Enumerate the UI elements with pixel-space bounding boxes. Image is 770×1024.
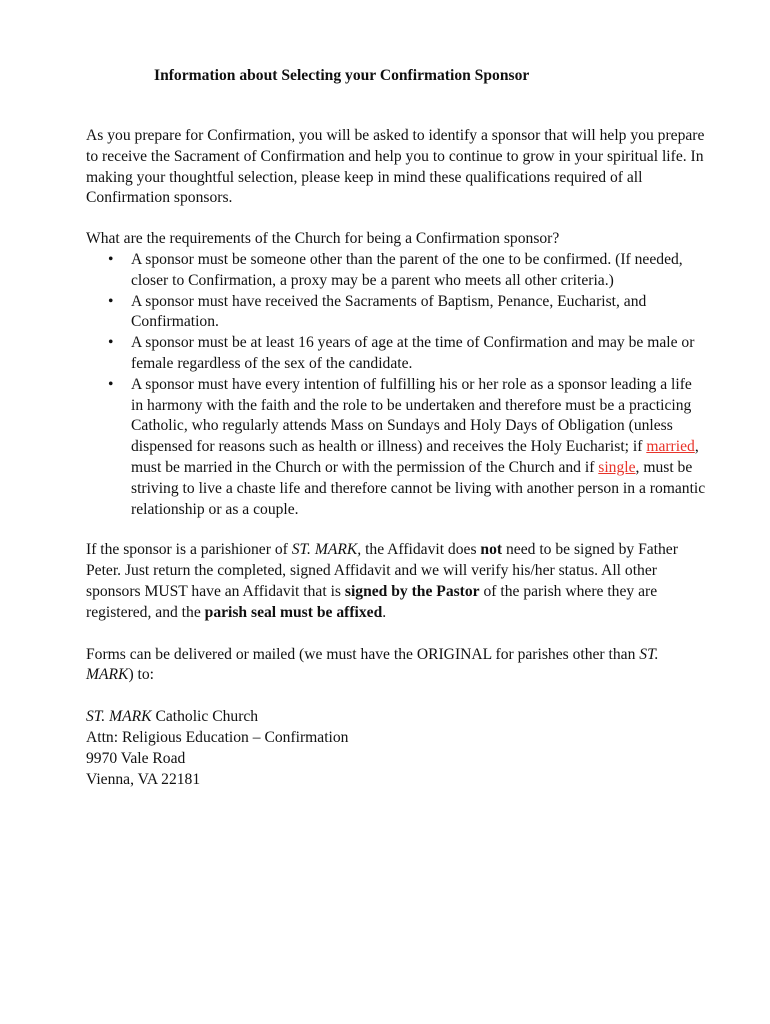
address-church-line — [86, 707, 706, 728]
list-item — [86, 250, 706, 292]
bullet-icon: • — [108, 375, 114, 393]
address-attn-line: Attn: Religious Education – Confirmation — [86, 728, 349, 746]
requirements-list — [86, 250, 706, 520]
parish-seal-emphasis: parish seal must be affixed — [204, 603, 383, 621]
text-run: Catholic Church — [151, 708, 259, 726]
single-highlight: single — [598, 458, 636, 476]
text-run: need to be signed by Father Peter. Just return the completed, signed Affidavit and we will verify his/her status. All other sponsors MUST have an Affidavit that is — [86, 541, 678, 600]
signed-by-pastor-emphasis: signed by the Pastor — [344, 582, 480, 600]
parish-name: ST. MARK — [86, 645, 659, 684]
requirements-question: What are the requirements of the Church for being a Confirmation sponsor? — [86, 230, 560, 248]
requirement-text: A sponsor must have received the Sacraments of Baptism, Penance, Eucharist, and Confirmation. — [131, 292, 647, 331]
text-run: ) to: — [128, 666, 155, 684]
text-run: of the parish where they are registered, and the — [86, 582, 658, 621]
list-item — [86, 375, 706, 521]
requirement-text: A sponsor must be someone other than the parent of the one to be confirmed. (If needed, closer to Confirmation, a proxy may be a parent who meets all other criteria.) — [131, 250, 683, 289]
list-item — [86, 333, 706, 375]
parishioner-paragraph — [86, 540, 706, 623]
bullet-icon: • — [108, 334, 114, 352]
parish-name: ST. MARK, — [291, 541, 362, 559]
mailing-address — [86, 707, 706, 790]
document-page — [86, 66, 706, 790]
requirement-text: A sponsor must be at least 16 years of age at the time of Confirmation and may be male or female regardless of the sex of the candidate. — [131, 334, 695, 372]
text-run: . — [382, 603, 387, 621]
document-title: Information about Selecting your Confirmation Sponsor — [154, 67, 530, 84]
requirement-text-part: , must be married in the Church or with the permission of the Church and if — [131, 438, 699, 476]
address-street-line: 9970 Vale Road — [86, 749, 186, 767]
forms-paragraph — [86, 645, 706, 687]
address-city-line: Vienna, VA 22181 — [86, 770, 201, 788]
text-run: If the sponsor is a parishioner of — [86, 541, 292, 559]
parish-name: ST. MARK — [86, 708, 152, 726]
bullet-icon: • — [108, 292, 114, 310]
not-emphasis: not — [480, 541, 503, 559]
married-highlight: married — [646, 438, 695, 456]
list-item — [86, 292, 706, 334]
text-run: Forms can be delivered or mailed (we must have the ORIGINAL for parishes other than — [86, 645, 640, 663]
intro-paragraph: As you prepare for Confirmation, you will be asked to identify a sponsor that will help you prepare to receive the Sacrament of Confirmation and help you to continue to grow in your spiritual life. In making your thoughtful selection, please keep in mind these qualifications required of all Confirmation sponsors. — [86, 127, 705, 207]
requirement-text-part: , must be striving to live a chaste life and therefore cannot be living with another person in a romantic relationship or as a couple. — [131, 458, 706, 518]
requirement-text-part: A sponsor must have every intention of fulfilling his or her role as a sponsor leading a life in harmony with the faith and the role to be undertaken and therefore must be a practicing Catholic, who regularly attends Mass on Sundays and Holy Days of Obligation (unless dispensed for reasons such as health or illness) and receives the Holy Eucharist; if — [131, 375, 692, 456]
bullet-icon: • — [108, 250, 114, 268]
text-run: the Affidavit does — [361, 541, 481, 559]
